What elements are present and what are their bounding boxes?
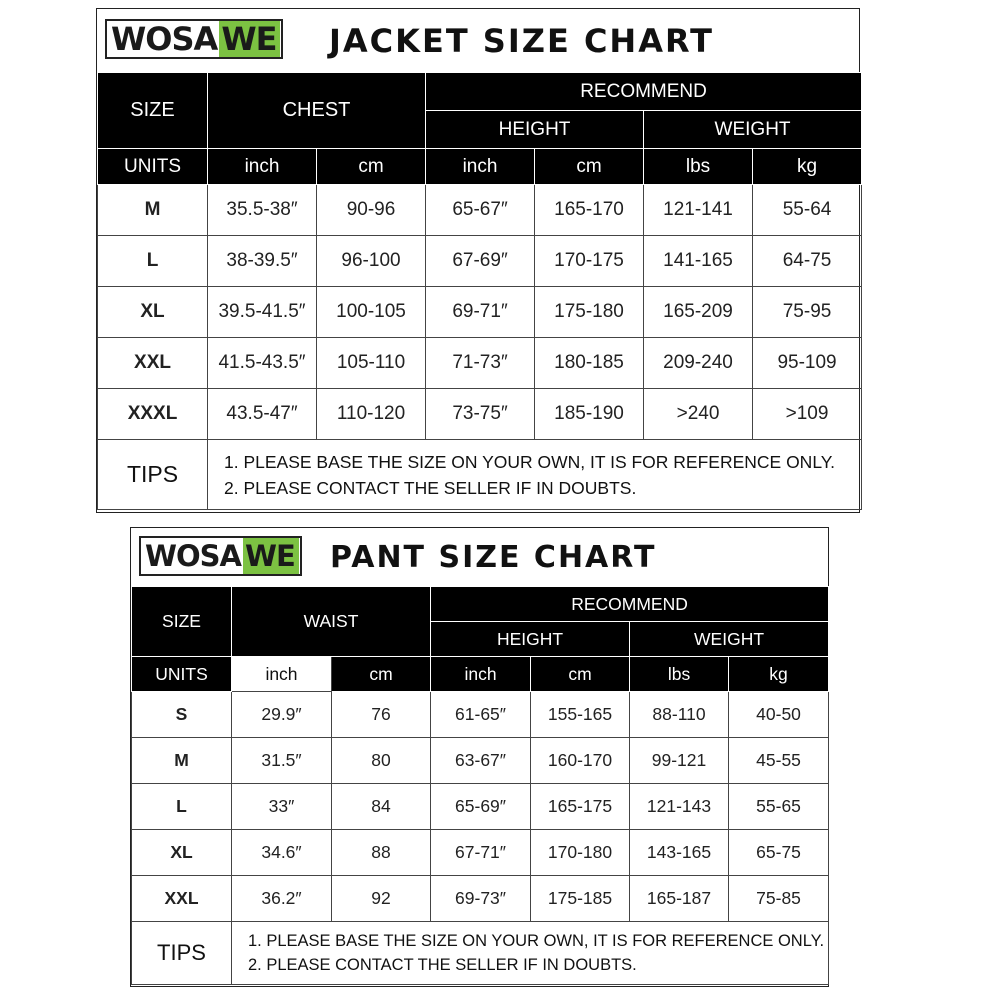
value-cell: 121-141 — [644, 185, 753, 236]
unit-cell: lbs — [644, 149, 753, 185]
value-cell: 160-170 — [531, 738, 630, 784]
value-cell: 92 — [332, 876, 431, 922]
value-cell: 69-71″ — [426, 287, 535, 338]
value-cell: 55-65 — [729, 784, 829, 830]
header-units: UNITS — [132, 657, 232, 692]
value-cell: 88-110 — [630, 692, 729, 738]
value-cell: 165-209 — [644, 287, 753, 338]
unit-cell: kg — [753, 149, 862, 185]
value-cell: 165-175 — [531, 784, 630, 830]
chart-header — [97, 9, 859, 72]
value-cell: 71-73″ — [426, 338, 535, 389]
table-row — [98, 338, 862, 389]
value-cell: 105-110 — [317, 338, 426, 389]
logo-text-green: WE — [243, 538, 299, 574]
logo-text-green: WE — [219, 21, 280, 57]
value-cell: 110-120 — [317, 389, 426, 440]
value-cell: 31.5″ — [232, 738, 332, 784]
size-cell: XXL — [98, 338, 208, 389]
value-cell: 175-185 — [531, 876, 630, 922]
value-cell: 65-69″ — [431, 784, 531, 830]
table-row — [132, 692, 829, 738]
size-cell: XXXL — [98, 389, 208, 440]
value-cell: 100-105 — [317, 287, 426, 338]
unit-cell: lbs — [630, 657, 729, 692]
value-cell: 209-240 — [644, 338, 753, 389]
unit-cell: cm — [531, 657, 630, 692]
value-cell: >240 — [644, 389, 753, 440]
unit-cell: cm — [332, 657, 431, 692]
value-cell: 65-75 — [729, 830, 829, 876]
value-cell: 33″ — [232, 784, 332, 830]
value-cell: 38-39.5″ — [208, 236, 317, 287]
header-waist: WAIST — [232, 587, 431, 657]
value-cell: 180-185 — [535, 338, 644, 389]
tips-label: TIPS — [98, 440, 208, 510]
pant-size-chart — [130, 527, 829, 987]
value-cell: 175-180 — [535, 287, 644, 338]
unit-cell: inch — [232, 657, 332, 692]
tips-text — [232, 922, 829, 985]
size-cell: S — [132, 692, 232, 738]
table-row — [132, 830, 829, 876]
unit-cell: inch — [426, 149, 535, 185]
unit-cell: inch — [431, 657, 531, 692]
value-cell: 84 — [332, 784, 431, 830]
value-cell: 155-165 — [531, 692, 630, 738]
table-row — [132, 738, 829, 784]
size-table — [131, 586, 829, 985]
value-cell: 63-67″ — [431, 738, 531, 784]
chart-title: PANT SIZE CHART — [330, 540, 657, 575]
value-cell: 99-121 — [630, 738, 729, 784]
value-cell: 121-143 — [630, 784, 729, 830]
value-cell: 36.2″ — [232, 876, 332, 922]
table-row — [98, 389, 862, 440]
value-cell: 165-170 — [535, 185, 644, 236]
value-cell: 55-64 — [753, 185, 862, 236]
value-cell: 64-75 — [753, 236, 862, 287]
value-cell: 29.9″ — [232, 692, 332, 738]
value-cell: 65-67″ — [426, 185, 535, 236]
value-cell: 185-190 — [535, 389, 644, 440]
value-cell: 143-165 — [630, 830, 729, 876]
value-cell: 67-71″ — [431, 830, 531, 876]
value-cell: 95-109 — [753, 338, 862, 389]
value-cell: 61-65″ — [431, 692, 531, 738]
size-table — [97, 72, 862, 510]
header-height: HEIGHT — [431, 622, 630, 657]
header-recommend: RECOMMEND — [431, 587, 829, 622]
size-cell: L — [98, 236, 208, 287]
value-cell: 41.5-43.5″ — [208, 338, 317, 389]
header-size: SIZE — [98, 73, 208, 149]
unit-cell: cm — [535, 149, 644, 185]
table-row — [98, 287, 862, 338]
header-units: UNITS — [98, 149, 208, 185]
brand-logo — [105, 19, 283, 59]
value-cell: 170-180 — [531, 830, 630, 876]
value-cell: 73-75″ — [426, 389, 535, 440]
value-cell: 80 — [332, 738, 431, 784]
size-cell: L — [132, 784, 232, 830]
table-row — [132, 876, 829, 922]
table-row — [98, 236, 862, 287]
unit-cell: kg — [729, 657, 829, 692]
value-cell: 40-50 — [729, 692, 829, 738]
value-cell: 35.5-38″ — [208, 185, 317, 236]
size-cell: M — [98, 185, 208, 236]
header-height: HEIGHT — [426, 111, 644, 149]
value-cell: 75-95 — [753, 287, 862, 338]
chart-title: JACKET SIZE CHART — [329, 22, 714, 60]
value-cell: 170-175 — [535, 236, 644, 287]
tips-row — [98, 440, 862, 510]
tips-row — [132, 922, 829, 985]
value-cell: 96-100 — [317, 236, 426, 287]
chart-header — [131, 528, 828, 586]
size-cell: M — [132, 738, 232, 784]
tips-text — [208, 440, 862, 510]
value-cell: 67-69″ — [426, 236, 535, 287]
tip-line-2: 2. PLEASE CONTACT THE SELLER IF IN DOUBTS. — [248, 956, 637, 974]
header-weight: WEIGHT — [630, 622, 829, 657]
header-weight: WEIGHT — [644, 111, 862, 149]
value-cell: 88 — [332, 830, 431, 876]
tips-label: TIPS — [132, 922, 232, 985]
tip-line-1: 1. PLEASE BASE THE SIZE ON YOUR OWN, IT IS FOR REFERENCE ONLY. — [248, 932, 825, 950]
value-cell: 76 — [332, 692, 431, 738]
value-cell: 90-96 — [317, 185, 426, 236]
value-cell: 34.6″ — [232, 830, 332, 876]
logo-text-dark: WOSA — [111, 20, 218, 58]
value-cell: 39.5-41.5″ — [208, 287, 317, 338]
header-chest: CHEST — [208, 73, 426, 149]
jacket-size-chart — [96, 8, 860, 513]
value-cell: 43.5-47″ — [208, 389, 317, 440]
value-cell: 165-187 — [630, 876, 729, 922]
header-size: SIZE — [132, 587, 232, 657]
unit-cell: inch — [208, 149, 317, 185]
size-cell: XL — [132, 830, 232, 876]
value-cell: 75-85 — [729, 876, 829, 922]
value-cell: >109 — [753, 389, 862, 440]
size-cell: XXL — [132, 876, 232, 922]
value-cell: 141-165 — [644, 236, 753, 287]
brand-logo — [139, 536, 302, 576]
table-row — [132, 784, 829, 830]
size-cell: XL — [98, 287, 208, 338]
logo-text-dark: WOSA — [145, 539, 241, 573]
header-recommend: RECOMMEND — [426, 73, 862, 111]
table-row — [98, 185, 862, 236]
value-cell: 69-73″ — [431, 876, 531, 922]
tip-line-1: 1. PLEASE BASE THE SIZE ON YOUR OWN, IT IS FOR REFERENCE ONLY. — [224, 451, 836, 472]
tip-line-2: 2. PLEASE CONTACT THE SELLER IF IN DOUBTS. — [224, 477, 637, 498]
value-cell: 45-55 — [729, 738, 829, 784]
unit-cell: cm — [317, 149, 426, 185]
